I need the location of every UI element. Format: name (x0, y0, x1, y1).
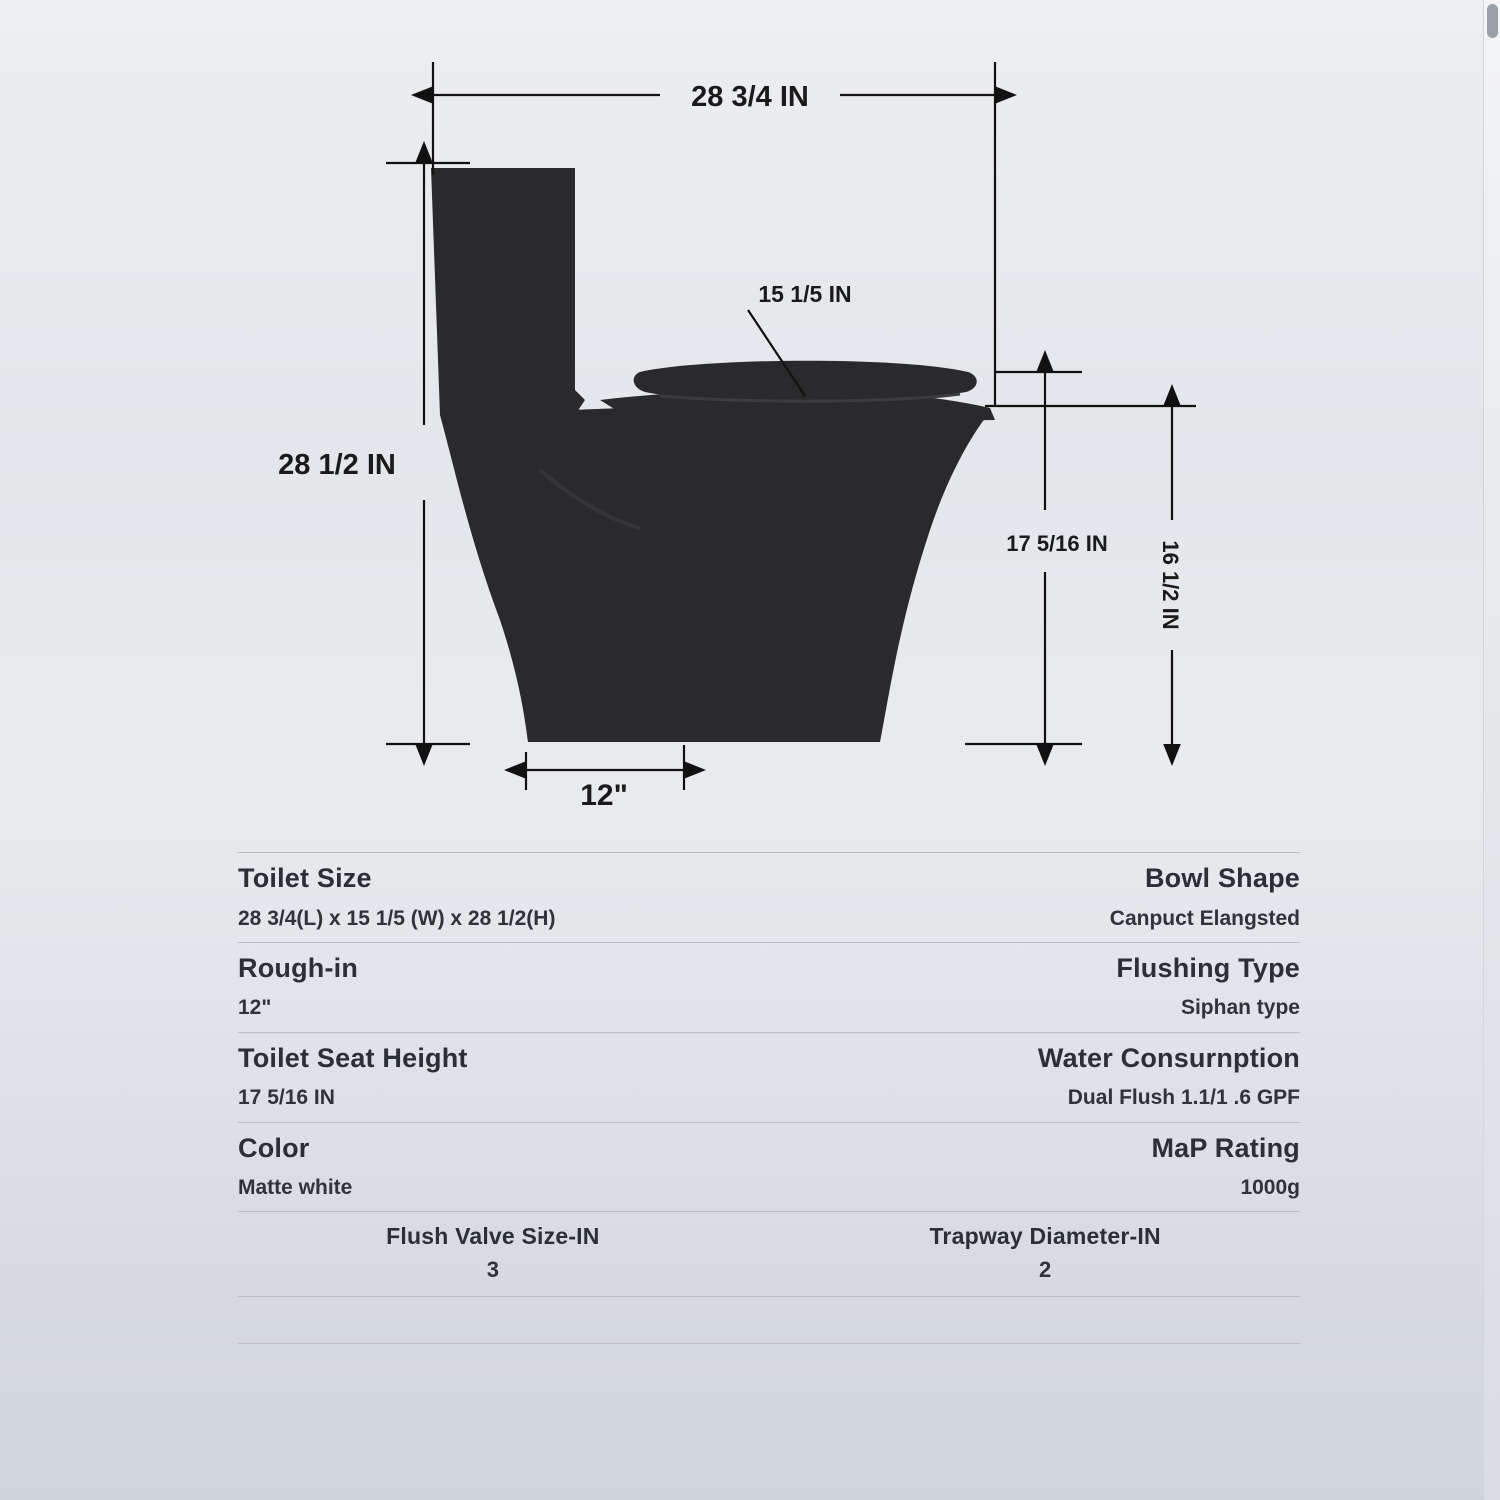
spec-cell-left (238, 1131, 748, 1202)
spec-label: Rough-in (238, 952, 359, 983)
spec-value: Matte white (238, 1176, 353, 1200)
table-row (238, 852, 1300, 943)
label-seat-width: 15 1/5 IN (758, 281, 852, 307)
spec-label: Trapway Diameter-IN (929, 1223, 1161, 1250)
scrollbar-track[interactable] (1483, 0, 1500, 1500)
scrollbar-thumb[interactable] (1487, 4, 1498, 38)
spec-value: 12" (238, 996, 272, 1020)
spec-value: 17 5/16 IN (238, 1086, 335, 1110)
spec-label: Toilet Seat Height (238, 1042, 468, 1073)
dimension-bowl-height (985, 406, 1196, 744)
spec-label: Color (238, 1132, 310, 1163)
label-overall-height: 28 1/2 IN (278, 449, 396, 481)
table-row-spacer (238, 1297, 1300, 1344)
spec-value: 2 (1039, 1256, 1052, 1282)
spec-value: 3 (486, 1256, 499, 1282)
spec-cell-left (238, 1041, 748, 1112)
spec-value: Canpuct Elangsted (1109, 906, 1300, 930)
spec-cell-right (790, 1131, 1300, 1202)
spec-cell-left (238, 1222, 748, 1284)
spec-label: MaP Rating (1151, 1132, 1300, 1163)
label-overall-length: 28 3/4 IN (691, 81, 809, 113)
spec-cell-right (790, 861, 1300, 932)
table-row (238, 1212, 1300, 1297)
spec-value: 28 3/4(L) x 15 1/5 (W) x 28 1/2(H) (238, 906, 556, 930)
table-row (238, 1123, 1300, 1213)
table-row (238, 943, 1300, 1033)
dimension-rough-in (526, 745, 684, 812)
toilet-silhouette (431, 168, 995, 742)
spec-cell-left (238, 861, 748, 932)
spec-label: Flushing Type (1116, 952, 1300, 983)
spec-label: Water Consurnption (1037, 1042, 1300, 1073)
spec-cell-right (790, 951, 1300, 1022)
label-bowl-height: 16 1/2 IN (1158, 540, 1183, 630)
spec-cell-left (238, 951, 748, 1022)
spec-value: Siphan type (1180, 996, 1300, 1020)
spec-label: Flush Valve Size-IN (386, 1223, 600, 1250)
spec-label: Bowl Shape (1144, 863, 1300, 893)
specification-table (238, 852, 1300, 1344)
spec-label: Toilet Size (238, 863, 372, 893)
spec-cell-right (790, 1222, 1300, 1284)
spec-cell-right (790, 1041, 1300, 1112)
dimension-seat-height (965, 372, 1108, 744)
label-seat-height: 17 5/16 IN (1006, 531, 1108, 556)
spec-value: 1000g (1240, 1176, 1300, 1200)
spec-value: Dual Flush 1.1/1 .6 GPF (1067, 1086, 1300, 1110)
label-rough-in: 12" (580, 779, 628, 812)
table-row (238, 1033, 1300, 1123)
